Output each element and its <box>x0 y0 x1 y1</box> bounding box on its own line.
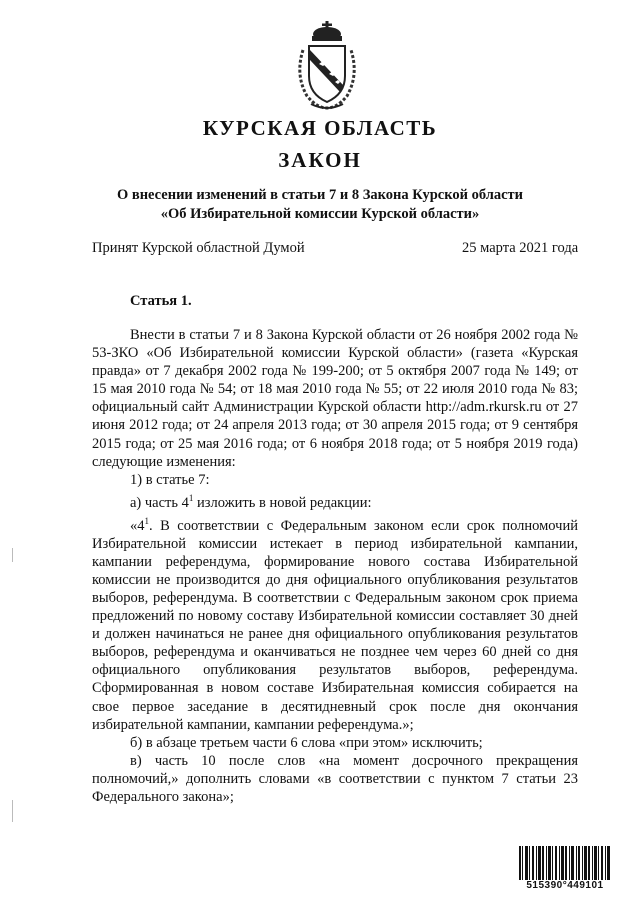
barcode-number: 515390°449101 <box>519 880 611 891</box>
list-item: в) часть 10 после слов «на момент досрочного прекращения полномочий,» дополнить словами «в соответствии с пунктом 7 статьи 23 Федерального закона»; <box>92 752 578 805</box>
article-body <box>92 326 578 806</box>
list-item: 1) в статье 7: <box>130 471 210 488</box>
quoted-amendment-paragraph <box>92 512 578 734</box>
item-text: изложить в новой редакции: <box>193 494 372 511</box>
superscript-index: 1 <box>188 492 194 503</box>
coat-of-arms-emblem <box>291 20 363 112</box>
scan-artifact-line <box>12 800 13 822</box>
subtitle-line: «Об Избирательной комиссии Курской области» <box>160 206 480 222</box>
scan-artifact-line <box>12 548 13 562</box>
list-item <box>92 489 578 512</box>
quote-text: . В соответствии с Федеральным законом если срок полномочий Избирательной комиссии истекает в период избирательной кампании, кампании референдума, формирование нового состава Избирательной комиссии не производится до дня официального опубликования результатов выборов, референдума. В соответствии с Федеральным законом срок приема предложений по новому составу Избирательной комиссии составляет 30 дней и должен начинаться не ранее дня официального опубликования результатов выборов, референдума и оканчиваться не позднее чем через 60 дней со дня официального опубликования результатов выборов, референдума. Сформированная в новом составе Избирательная комиссия собирается на свое первое заседание в десятидневный срок после дня окончания избирательной кампании, кампании референдума.»; <box>92 517 578 733</box>
list-item: б) в абзаце третьем части 6 слова «при этом» исключить; <box>130 734 483 751</box>
adopted-by-label: Принят Курской областной Думой <box>92 240 305 256</box>
article-heading: Статья 1. <box>130 293 192 309</box>
quote-text: «4 <box>130 517 145 534</box>
item-text: а) часть 4 <box>130 494 189 511</box>
subtitle-line: О внесении изменений в статьи 7 и 8 Закона Курской области <box>116 187 524 203</box>
superscript-index: 1 <box>144 515 149 526</box>
document-type-title: ЗАКОН <box>278 148 362 172</box>
adoption-date: 25 марта 2021 года <box>462 240 579 256</box>
article-intro-paragraph: Внести в статьи 7 и 8 Закона Курской области от 26 ноября 2002 года № 53-ЗКО «Об Избирательной комиссии Курской области» (газета «Курская правда» от 7 декабря 2002 года № 199-200; от 5 октября 2007 года № 149; от 15 мая 2010 года № 54; от 18 мая 2010 года № 55; от 22 июля 2010 года № 83; официальный сайт Администрации Курской области http://adm.rkursk.ru от 27 июня 2012 года; от 24 апреля 2013 года; от 30 апреля 2015 года; от 9 сентября 2015 года; от 25 мая 2016 года; от 6 ноября 2018 года; от 5 ноября 2019 года) следующие изменения: <box>92 327 578 470</box>
region-title: КУРСКАЯ ОБЛАСТЬ <box>202 116 438 140</box>
law-subtitle <box>0 186 640 224</box>
